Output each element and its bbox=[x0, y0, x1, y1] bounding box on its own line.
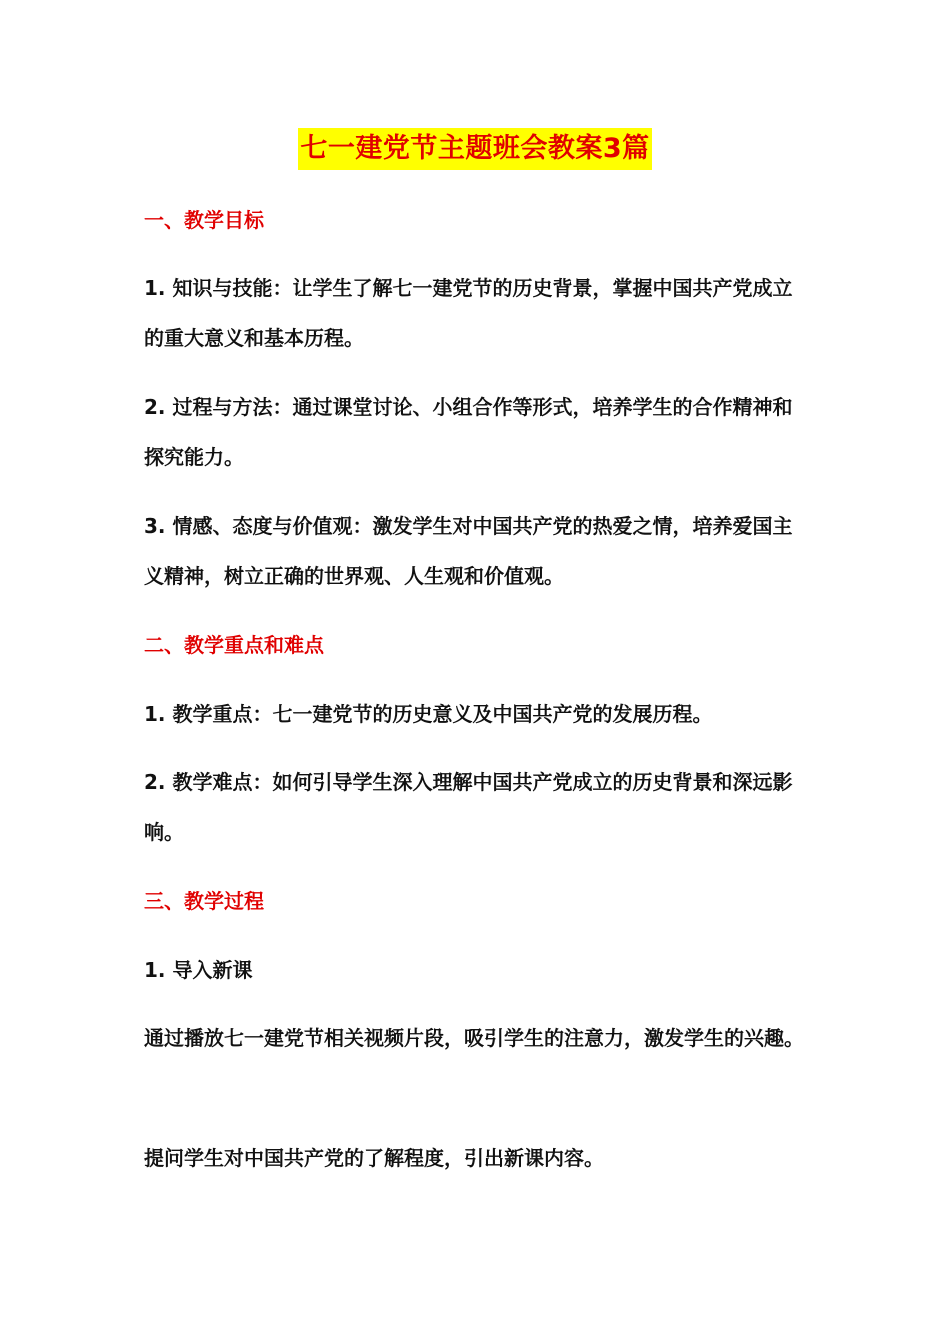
objective-item-1: 1. 知识与技能：让学生了解七一建党节的历史背景，掌握中国共产党成立的重大意义和基本历程。 bbox=[144, 276, 793, 350]
key-point-item-1: 1. 教学重点：七一建党节的历史意义及中国共产党的发展历程。 bbox=[144, 702, 713, 726]
key-point-item-2: 2. 教学难点：如何引导学生深入理解中国共产党成立的历史背景和深远影响。 bbox=[144, 770, 793, 844]
section-heading-process: 三、教学过程 bbox=[144, 889, 264, 913]
title-wrapper bbox=[0, 128, 950, 170]
document-title: 七一建党节主题班会教案3篇 bbox=[298, 128, 651, 170]
process-paragraph-1: 通过播放七一建党节相关视频片段，吸引学生的注意力，激发学生的兴趣。 bbox=[144, 1026, 804, 1050]
section-heading-key-points: 二、教学重点和难点 bbox=[144, 633, 324, 657]
process-step-heading: 1. 导入新课 bbox=[144, 958, 253, 982]
process-paragraph-2: 提问学生对中国共产党的了解程度，引出新课内容。 bbox=[144, 1146, 604, 1170]
objective-item-3: 3. 情感、态度与价值观：激发学生对中国共产党的热爱之情，培养爱国主义精神，树立正确的世界观、人生观和价值观。 bbox=[144, 514, 793, 588]
section-heading-objectives: 一、教学目标 bbox=[144, 208, 264, 232]
objective-item-2: 2. 过程与方法：通过课堂讨论、小组合作等形式，培养学生的合作精神和探究能力。 bbox=[144, 395, 793, 469]
